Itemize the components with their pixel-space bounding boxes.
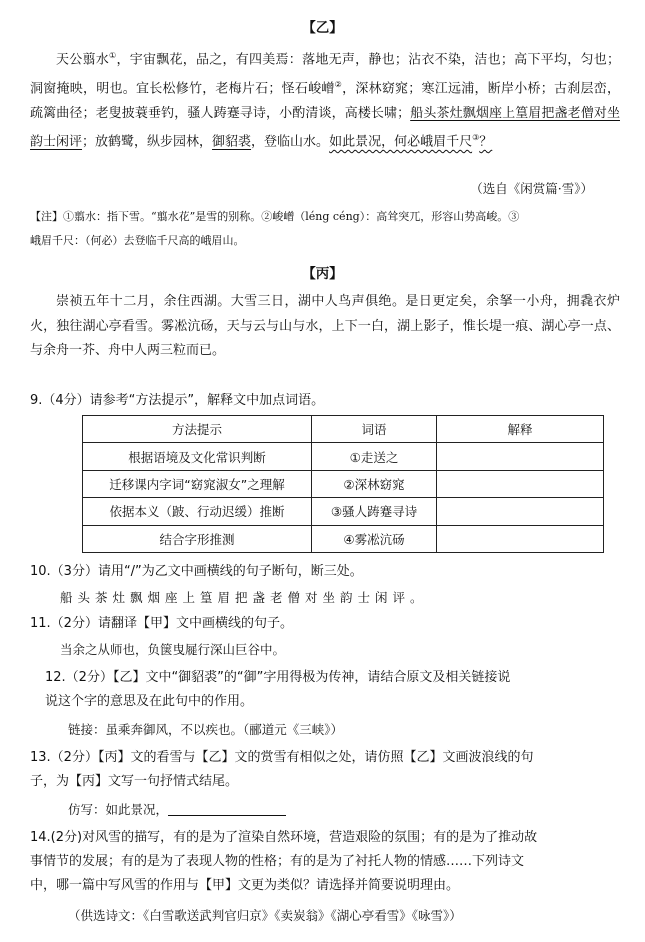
table-row [83,470,604,497]
yi-underlined-yu-diao-qiu: 御貂裘 [212,134,252,150]
note-line-2: 峨眉千尺：（何必）去登临千尺高的峨眉山。 [30,234,245,247]
note-line-1: 【注】①翦水：指下雪。“翦水花”是雪的别称。②峻嶒（léng céng）：高耸突兀，形容山势高峻。③ [30,210,520,223]
table-row [83,498,604,525]
q12-stem-line-2: 说这个字的意思及在此句中的作用。 [45,694,254,709]
footnote-mark-2: ② [334,79,343,89]
table-header-row [83,416,604,443]
q14-line-3: 中，哪一篇中写风雪的作用与【甲】文更为类似？请选择并简要说明理由。 [30,878,460,893]
q11-stem: 11.（2分）请翻译【甲】文中画横线的句子。 [30,616,293,631]
q10-sentence: 船头茶灶飘烟座上篁眉把盏老僧对坐韵士闲评。 [60,590,428,605]
yi-text-part2: ，宇宙飘花，品之，有四美焉：落地无声，静也；沾衣不染，洁也；高下平均，匀也；洞窗掩映，明也。宜长松修竹，老梅片石；怪石峻嶒 [30,52,620,97]
row-method: 迁移课内字词“窈窕淑女”之理解 [83,470,312,497]
yi-notes [30,205,620,253]
row-explain-blank[interactable] [437,525,604,552]
row-word: ③骚人踌蹇寻诗 [312,498,437,525]
q13-imitate [68,800,286,818]
row-explain-blank[interactable] [437,498,604,525]
yi-text-part5: ；放鹤鹭，纵步园林， [82,134,213,150]
q13-imitate-label: 仿写：如此景况， [68,802,169,817]
section-bing-text: 崇祯五年十二月，余住西湖。大雪三日，湖中人鸟声俱绝。是日更定矣，余拏一小舟，拥毳衣炉火，独往湖心亭看雪。雾凇沆砀，天与云与山与水，上下一白，湖上影子，惟长堤一痕、湖心亭一点、与余舟一芥、舟中人两三粒而已。 [30,294,620,359]
q10-stem: 10.（3分）请用“/”为乙文中画横线的句子断句，断三处。 [30,564,363,579]
q13-stem-line-1: 13.（2分）【丙】文的看雪与【乙】文的赏雪有相似之处，请仿照【乙】文画波浪线的句 [30,750,534,765]
q14-line-2: 事情节的发展；有的是为了表现人物的性格；有的是为了衬托人物的情感……下列诗文 [30,854,525,869]
yi-wavy-sentence: 如此景况，何必峨眉千尺 [329,134,473,150]
footnote-mark-3: ③ [472,133,480,143]
yi-underlined-sentence: 船头茶灶飘烟座上篁眉把盏老僧对坐韵士闲评 [30,105,620,150]
table-row [83,525,604,552]
row-word: ④雾凇沆砀 [312,525,437,552]
q14-options: （供选诗文：《白雪歌送武判官归京》《卖炭翁》《湖心亭看雪》《咏雪》） [68,908,462,923]
q12-stem [45,666,625,714]
q14-line-1: 14.(2分)对风雪的描写，有的是为了渲染自然环境，营造艰险的氛围；有的是为了推动故 [30,830,538,845]
q11-sentence: 当余之从师也，负箧曳屣行深山巨谷中。 [60,642,286,657]
row-word: ①走送之 [312,443,437,470]
q13-stem-line-2: 子，为【丙】文写一句抒情式结尾。 [30,774,239,789]
header-word: 词语 [312,416,437,443]
row-method: 结合字形推测 [83,525,312,552]
q9-stem: 9.（4分）请参考“方法提示”，解释文中加点词语。 [30,393,325,408]
header-explain: 解释 [437,416,604,443]
row-method: 根据语境及文化常识判断 [83,443,312,470]
section-bing-heading: 【丙】 [302,266,343,282]
row-explain-blank[interactable] [437,470,604,497]
q13-answer-blank[interactable] [168,801,286,816]
q12-stem-line-1: 12.（2分）【乙】文中“御貂裘”的“御”字用得极为传神，请结合原文及相关链接说 [45,670,511,685]
yi-wavy-sentence-end: ？ [479,134,493,150]
q9-method-table [82,415,604,553]
row-explain-blank[interactable] [437,443,604,470]
q13-stem [30,746,622,794]
section-yi-heading: 【乙】 [302,20,343,36]
yi-text-part7: ，登临山水。 [251,134,330,150]
table-row [83,443,604,470]
q12-link: 链接：虽乘奔御风，不以疾也。（郦道元《三峡》） [68,722,344,737]
row-word: ②深林窈窕 [312,470,437,497]
row-method: 依据本义（跛、行动迟缓）推断 [83,498,312,525]
yi-source: （选自《闲赏篇·雪》） [470,181,593,196]
q14-stem [30,826,622,898]
footnote-mark-1: ① [109,51,117,60]
header-method: 方法提示 [83,416,312,443]
yi-text-part1: 天公翦水 [56,52,110,68]
section-yi-text [30,44,620,155]
yi-text-part3: ，深林窈窕；寒江远浦，断岸小桥；古刹层峦，疏篱曲径；老叟披蓑垂钓，骚人踌蹇寻诗，小酌清谈，高楼长啸； [30,81,620,121]
